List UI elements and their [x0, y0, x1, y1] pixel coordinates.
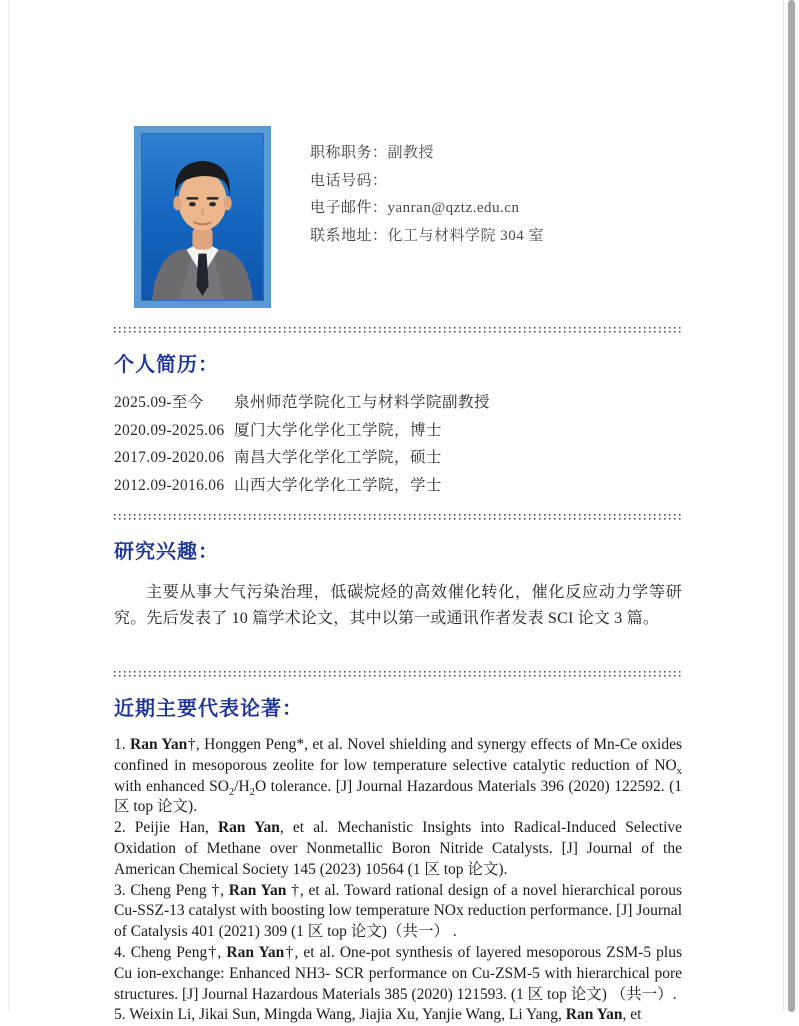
contact-label: 电话号码：	[310, 172, 388, 189]
publications-section-title: 近期主要代表论著：	[114, 696, 303, 720]
contact-value: yanran@qztz.edu.cn	[387, 200, 520, 216]
resume-period: 2025.09-至今	[114, 394, 204, 411]
contact-info	[310, 126, 544, 308]
publication-text: †, Honggen Peng*, et al. Novel shielding and synergy effects of Mn-Ce oxides confined in mesoporous zeolite for low temperature selective catalytic reduction of NO	[114, 736, 683, 774]
contact-row	[310, 223, 544, 251]
publication-text: Ran Yan	[130, 736, 188, 753]
publication-item	[114, 881, 682, 943]
publication-text: Ran Yan	[228, 881, 287, 899]
resume-detail: 南昌大学化学化工学院，硕士	[234, 449, 443, 466]
contact-row	[310, 140, 544, 168]
publication-text: 3. Cheng Peng †,	[114, 881, 229, 899]
page-edge-line	[8, 0, 9, 1012]
profile-photo	[141, 133, 264, 301]
resume-detail: 厦门大学化学化工学院，博士	[234, 421, 443, 439]
publication-text: 5. Weixin Li, Jikai Sun, Mingda Wang, Jiajia Xu, Yanjie Wang, Li Yang,	[114, 1006, 566, 1024]
publication-list	[114, 735, 682, 1026]
resume-period: 2017.09-2020.06	[114, 449, 225, 466]
publication-text: †, et al. Toward rational design of a novel hierarchical porous Cu-SSZ-13 catalyst with boosting low temperature NOx reduction performance. [J] Journal of Catalysis 401 (2021) 309 (1 区 top 论文)（共一） .	[114, 881, 682, 941]
publication-text: /H	[234, 777, 250, 795]
dotted-separator	[114, 327, 682, 333]
scrollbar-thumb[interactable]	[788, 0, 795, 1012]
publication-item	[114, 735, 682, 818]
contact-value: 化工与材料学院 304 室	[387, 227, 545, 244]
dotted-separator	[114, 671, 682, 677]
publication-item	[114, 818, 682, 880]
section-research-interests	[114, 535, 682, 631]
publication-text: †, et al. One-pot synthesis of layered mesoporous ZSM-5 plus Cu ion-exchange: Enhanced NH3- SCR performance on Cu-ZSM-5 with hierarchical pore structures. [J] Journal Hazardous Materials 385 (2020) 121593. (1 区 top 论文) （共一）.	[114, 943, 682, 1003]
publication-item	[114, 943, 682, 1005]
scrollbar-track[interactable]	[783, 0, 799, 1012]
interests-section-title: 研究兴趣：	[114, 539, 219, 563]
resume-list	[114, 389, 682, 499]
publication-text: Ran Yan	[565, 1006, 623, 1024]
resume-period: 2012.09-2016.06	[114, 476, 225, 494]
resume-period: 2020.09-2025.06	[114, 421, 225, 439]
contact-value: 副教授	[387, 145, 435, 161]
section-resume	[114, 348, 682, 499]
resume-section-title: 个人简历：	[114, 352, 219, 376]
resume-entry	[114, 444, 682, 472]
contact-label: 联系地址：	[310, 227, 388, 244]
publication-text: O tolerance. [J] Journal Hazardous Materials 396 (2020) 122592. (1 区 top 论文).	[114, 777, 682, 816]
resume-detail: 山西大学化学化工学院，学士	[234, 476, 443, 494]
profile-page-content	[114, 0, 682, 1026]
section-publications	[114, 692, 682, 1026]
publication-text: , et	[622, 1006, 642, 1024]
dotted-separator	[114, 514, 682, 520]
publication-text: Ran Yan	[226, 943, 285, 961]
contact-label: 职称职务：	[310, 145, 388, 161]
publication-text: 1.	[114, 736, 130, 753]
profile-header	[114, 0, 682, 308]
resume-entry	[114, 417, 682, 445]
publication-text: with enhanced SO	[114, 777, 229, 795]
contact-row	[310, 195, 544, 223]
publication-item	[114, 1005, 682, 1026]
resume-entry	[114, 472, 682, 500]
publication-text: Ran Yan	[217, 819, 280, 837]
contact-label: 电子邮件：	[310, 200, 388, 216]
publication-text: x	[676, 765, 682, 777]
contact-row	[310, 168, 544, 196]
publication-text: 2	[249, 786, 255, 798]
portrait-illustration	[142, 134, 263, 300]
publication-text: 2. Peijie Han,	[114, 819, 218, 837]
profile-photo-frame	[134, 126, 271, 308]
publication-text: 2	[228, 786, 235, 798]
publication-text: 4. Cheng Peng†,	[114, 943, 227, 961]
resume-detail: 泉州师范学院化工与材料学院副教授	[234, 394, 491, 411]
resume-entry	[114, 389, 682, 417]
interests-paragraph: 主要从事大气污染治理，低碳烷烃的高效催化转化，催化反应动力学等研究。先后发表了 10 篇学术论文，其中以第一或通讯作者发表 SCI 论文 3 篇。	[114, 584, 682, 627]
publication-text: , et al. Mechanistic Insights into Radical-Induced Selective Oxidation of Methane over Nonmetallic Boron Nitride Catalysts. [J] Journal of the American Chemical Society 145 (2023) 10564 (1 区 top 论文).	[114, 819, 683, 878]
